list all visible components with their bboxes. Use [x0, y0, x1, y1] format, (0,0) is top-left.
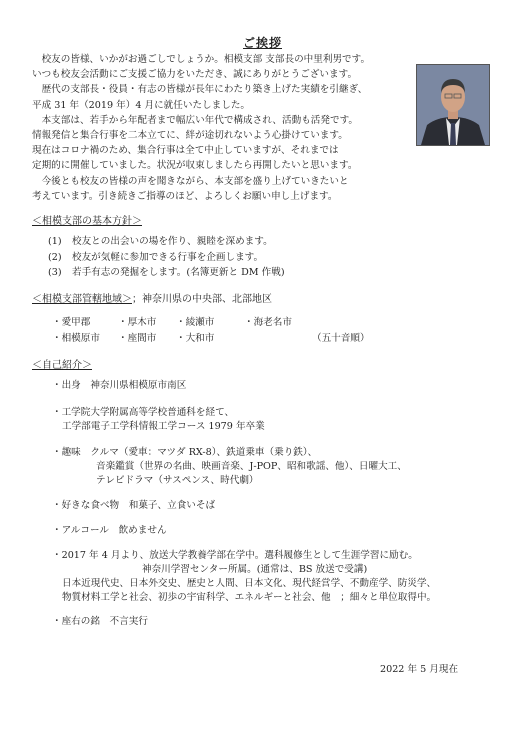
area-item: ・相模原市 [52, 333, 100, 344]
greeting-line: 考えています。引き続きご指導のほど、よろしくお願い申し上げます。 [32, 190, 338, 202]
greeting-text [32, 52, 412, 204]
area-item: ・厚木市 [118, 317, 157, 328]
profile-food: ・好きな食べ物 和菓子、立食いそば [52, 500, 216, 511]
greeting-line: 現在はコロナ禍のため、集合行事は全て中止していますが、それまでは [32, 145, 339, 157]
policy-item: (1) 校友との出会いの場を作り、親睦を深めます。 [48, 236, 273, 247]
area-heading: ＜相模支部管轄地域＞；神奈川県の中央部、北部地区 [32, 294, 272, 305]
profile-study: ・2017 年 4 月より、放送大学教養学部在学中。選科履修生として生涯学習に励む。 神奈川学習センター所属。(通常は、BS 放送で受講) 日本近現代史、日本外交史、歴史と人間、日本文化、現代経営学、不動産学、防災学、 物質材料工学と社会、初歩の宇宙科学、エネルギーと社会、他 ；細々と単位取得中。 [52, 550, 437, 603]
policy-item: (2) 校友が気軽に参加できる行事を企画します。 [48, 251, 264, 263]
profile-hobbies: ・趣味 クルマ（愛車：マツダ RX-8）、鉄道乗車（乗り鉄）、 音楽鑑賞（世界の名曲、映画音楽、J-POP、昭和歌謡、他）、日曜大工、 テレビドラマ（サスペンス、時代劇） [52, 447, 407, 486]
greeting-line: 定期的に開催していました。状況が収束しましたら再開したいと思います。 [32, 160, 358, 172]
profile-motto: ・座右の銘 不言実行 [52, 616, 148, 627]
greeting-line: 情報発信と集合行事を二本立てに、絆が途切れないよう心掛けています。 [32, 130, 348, 142]
profile-education: ・工学院大学附属高等学校普通科を経て、 工学部電子工学科情報工学コース 1979 年卒業 [52, 407, 265, 432]
greeting-line: 本支部は、若手から年配者まで幅広い年代で構成され、活動も活発です。 [32, 114, 358, 126]
greeting-line: 平成 31 年（2019 年）4 月に就任いたしました。 [32, 99, 251, 111]
area-item: ・綾瀬市 [176, 317, 215, 328]
greeting-line: いつも校友会活動にご支援ご協力をいただき、誠にありがとうございます。 [32, 69, 358, 81]
policy-item: (3) 若手有志の発掘をします。(名簿更新と DM 作戦) [48, 267, 285, 278]
profile-heading: ＜自己紹介＞ [32, 360, 92, 371]
area-item: ・海老名市 [244, 317, 292, 328]
area-item: ・愛甲郡 [52, 317, 91, 328]
profile-birthplace: ・出身 神奈川県相模原市南区 [52, 380, 187, 391]
area-order-note: （五十音順） [312, 333, 370, 344]
profile-alcohol: ・アルコール 飲めません [52, 525, 167, 536]
policy-heading: ＜相模支部の基本方針＞ [32, 216, 142, 227]
area-item: ・座間市 [118, 333, 157, 344]
greeting-line: 今後とも校友の皆様の声を聞きながら、本支部を盛り上げていきたいと [32, 175, 349, 187]
policy-list [48, 234, 285, 281]
area-item: ・大和市 [176, 333, 215, 344]
portrait-photo [416, 64, 490, 146]
as-of-date: 2022 年 5 月現在 [380, 664, 459, 675]
greeting-line: 歴代の支部長・役員・有志の皆様が長年にわたり築き上げた実績を引継ぎ、 [32, 84, 368, 96]
page-title: ご挨拶 [242, 36, 282, 50]
greeting-line: 校友の皆様、いかがお過ごしでしょうか。相模支部 支部長の中里利男です。 [32, 54, 371, 65]
